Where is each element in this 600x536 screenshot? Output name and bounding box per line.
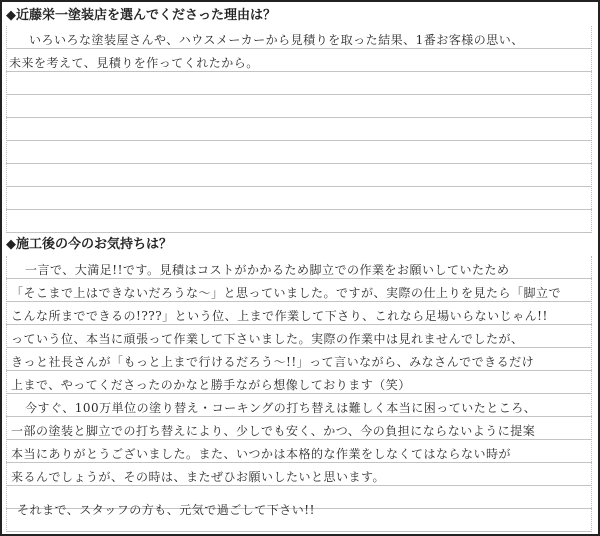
ruled-area-feelings [6, 256, 592, 532]
handwritten-line: 未来を考えて、見積りを作ってくれたから。 [9, 56, 259, 70]
handwritten-line: 今すぐ、100万単位の塗り替え・コーキングの打ち替えは難しく本当に困っていたところ、 [25, 401, 537, 415]
section-title-reason: ◆近藤栄一塗装店を選んでくださった理由は？ [6, 8, 276, 23]
handwritten-line: 本当にありがとうございました。また、いつかは本格的な作業をしなくてはならない時が [11, 447, 512, 461]
handwritten-line: こんな所までできるの!???」という位、上まで作業して下さり、これなら足場いらないじゃん!! [11, 309, 548, 323]
handwritten-line: いろいろな塗装屋さんや、ハウスメーカーから見積りを取った結果、1番お客様の思い、 [29, 33, 524, 47]
section-title-feelings: ◆施工後の今のお気持ちは？ [6, 237, 172, 252]
handwritten-line: 「そこまで上はできないだろうな〜」と思っていました。ですが、実際の仕上りを見たら「脚立で [11, 286, 562, 300]
handwritten-line: 一言で、大満足!!です。見積はコストがかかるため脚立での作業をお願いしていたため [25, 263, 510, 277]
handwritten-line: 上まで、やってくださったのかなと勝手ながら想像しております（笑） [11, 378, 411, 392]
handwritten-line: 来るんでしょうが、その時は、またぜひお願いしたいと思います。 [11, 470, 386, 484]
handwritten-line: きっと社長さんが「もっと上まで行けるだろう〜!!」って言いながら、みなさんでできるだけ [11, 355, 535, 369]
ruled-area-reason [6, 26, 592, 233]
handwritten-line: っていう位、本当に頑張って作業して下さいました。実際の作業中は見れませんでしたが、 [11, 332, 524, 346]
handwritten-line: それまで、スタッフの方も、元気で過ごして下さい!! [17, 503, 315, 517]
handwritten-line: 一部の塗装と脚立での打ち替えにより、少しでも安く、かつ、今の負担にならないように提案 [11, 424, 536, 438]
